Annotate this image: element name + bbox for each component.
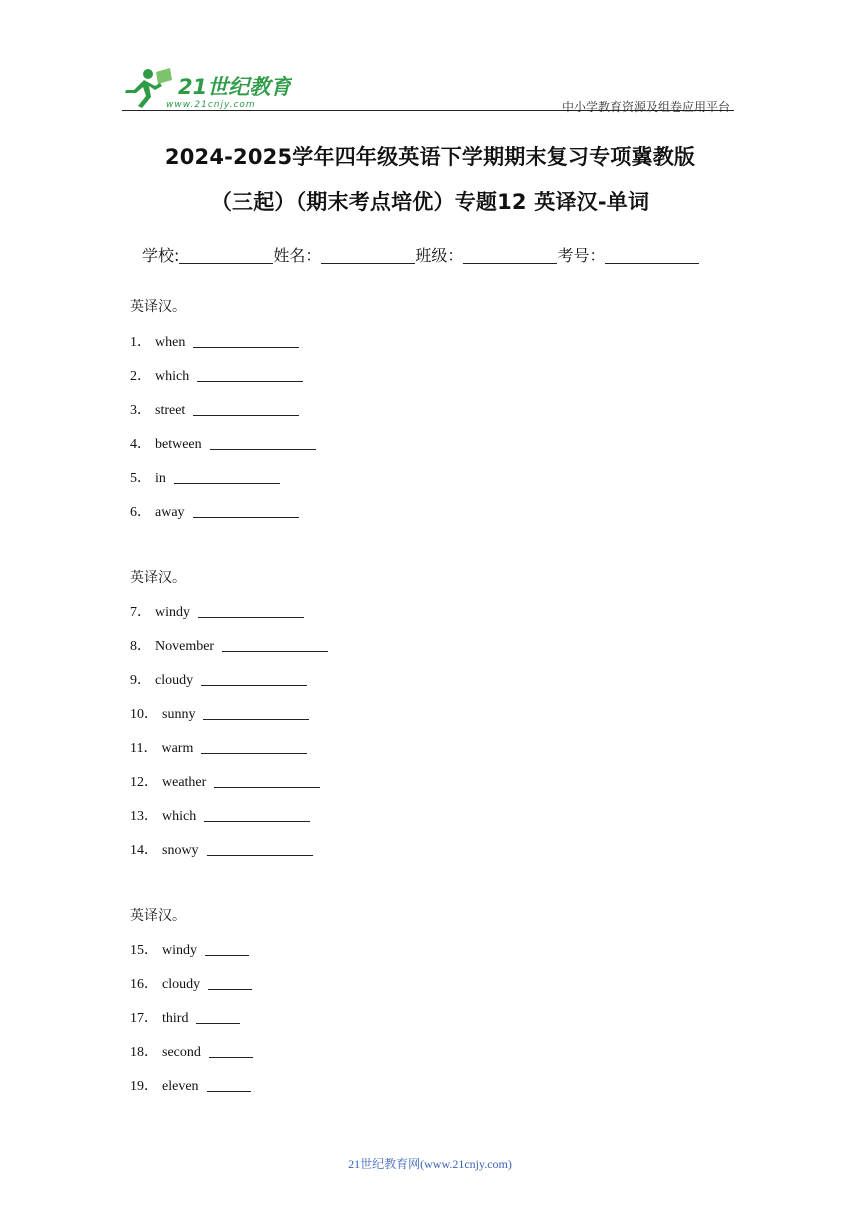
header-divider	[122, 110, 734, 111]
question-word: when	[155, 335, 186, 350]
question-word: cloudy	[162, 977, 201, 992]
question-item	[130, 737, 307, 757]
answer-blank[interactable]	[193, 402, 299, 416]
question-number: 6．	[130, 505, 151, 520]
question-number: 18．	[130, 1045, 158, 1060]
page-title-line1: 2024-2025学年四年级英语下学期期末复习专项冀教版	[164, 145, 696, 169]
question-number: 3．	[130, 403, 151, 418]
question-word: sunny	[162, 707, 196, 722]
answer-blank[interactable]	[209, 1044, 253, 1058]
question-word: away	[155, 505, 185, 520]
answer-blank[interactable]	[222, 638, 328, 652]
question-word: windy	[162, 943, 197, 958]
question-word: eleven	[162, 1079, 199, 1094]
question-word: second	[162, 1045, 201, 1060]
question-word: between	[155, 437, 202, 452]
question-item	[130, 669, 307, 689]
answer-blank[interactable]	[174, 470, 280, 484]
question-item	[130, 501, 299, 521]
question-item	[130, 1041, 253, 1061]
question-word: cloudy	[155, 673, 194, 688]
answer-blank[interactable]	[205, 942, 249, 956]
name-label: 姓名：	[273, 246, 322, 265]
question-item	[130, 331, 299, 351]
school-field[interactable]	[179, 247, 273, 264]
school-label: 学校:	[142, 246, 180, 265]
question-word: snowy	[162, 843, 199, 858]
logo-text: 21世纪教育	[178, 75, 292, 99]
question-number: 5．	[130, 471, 151, 486]
logo	[122, 66, 292, 112]
question-item	[130, 805, 310, 825]
answer-blank[interactable]	[193, 334, 299, 348]
student-info-row	[142, 243, 699, 266]
question-item	[130, 1075, 251, 1095]
question-item	[130, 973, 252, 993]
answer-blank[interactable]	[197, 368, 303, 382]
question-number: 9．	[130, 673, 151, 688]
question-item	[130, 601, 304, 621]
answer-blank[interactable]	[204, 808, 310, 822]
answer-blank[interactable]	[193, 504, 299, 518]
page-footer: 21世纪教育网(www.21cnjy.com)	[348, 1157, 512, 1171]
question-word: November	[155, 639, 215, 654]
answer-blank[interactable]	[196, 1010, 240, 1024]
section-heading: 英译汉。	[130, 908, 186, 924]
exam-number-label: 考号：	[557, 246, 606, 265]
question-item	[130, 1007, 240, 1027]
question-word: windy	[155, 605, 190, 620]
question-item	[130, 839, 313, 859]
question-word: in	[155, 471, 166, 486]
name-field[interactable]	[321, 247, 415, 264]
page-title-line2: （三起）（期末考点培优）专题12 英译汉-单词	[210, 190, 650, 214]
logo-url: www.21cnjy.com	[166, 100, 256, 110]
section-heading: 英译汉。	[130, 570, 186, 586]
question-number: 2．	[130, 369, 151, 384]
answer-blank[interactable]	[198, 604, 304, 618]
question-item	[130, 365, 303, 385]
answer-blank[interactable]	[201, 740, 307, 754]
question-word: third	[162, 1011, 189, 1026]
question-number: 7．	[130, 605, 151, 620]
exam-number-field[interactable]	[605, 247, 699, 264]
platform-label: 中小学教育资源及组卷应用平台	[561, 100, 730, 114]
question-number: 13．	[130, 809, 158, 824]
question-item	[130, 703, 309, 723]
question-item	[130, 433, 316, 453]
page-header	[122, 66, 734, 114]
question-number: 19．	[130, 1079, 158, 1094]
answer-blank[interactable]	[203, 706, 309, 720]
question-number: 8．	[130, 639, 151, 654]
question-item	[130, 939, 249, 959]
class-label: 班级：	[415, 246, 464, 265]
answer-blank[interactable]	[214, 774, 320, 788]
answer-blank[interactable]	[207, 1078, 251, 1092]
question-number: 11．	[130, 741, 158, 756]
question-number: 4．	[130, 437, 151, 452]
runner-icon	[125, 68, 172, 108]
question-item	[130, 467, 280, 487]
question-number: 17．	[130, 1011, 158, 1026]
question-word: street	[155, 403, 186, 418]
question-number: 16．	[130, 977, 158, 992]
question-item	[130, 635, 328, 655]
class-field[interactable]	[463, 247, 557, 264]
question-number: 14．	[130, 843, 158, 858]
answer-blank[interactable]	[207, 842, 313, 856]
section-heading: 英译汉。	[130, 299, 186, 315]
answer-blank[interactable]	[208, 976, 252, 990]
question-word: which	[155, 369, 190, 384]
question-word: weather	[162, 775, 207, 790]
question-number: 12．	[130, 775, 158, 790]
question-item	[130, 771, 320, 791]
question-number: 10．	[130, 707, 158, 722]
question-item	[130, 399, 299, 419]
question-number: 1．	[130, 335, 151, 350]
question-word: warm	[161, 741, 194, 756]
answer-blank[interactable]	[201, 672, 307, 686]
answer-blank[interactable]	[210, 436, 316, 450]
question-word: which	[162, 809, 197, 824]
question-number: 15．	[130, 943, 158, 958]
